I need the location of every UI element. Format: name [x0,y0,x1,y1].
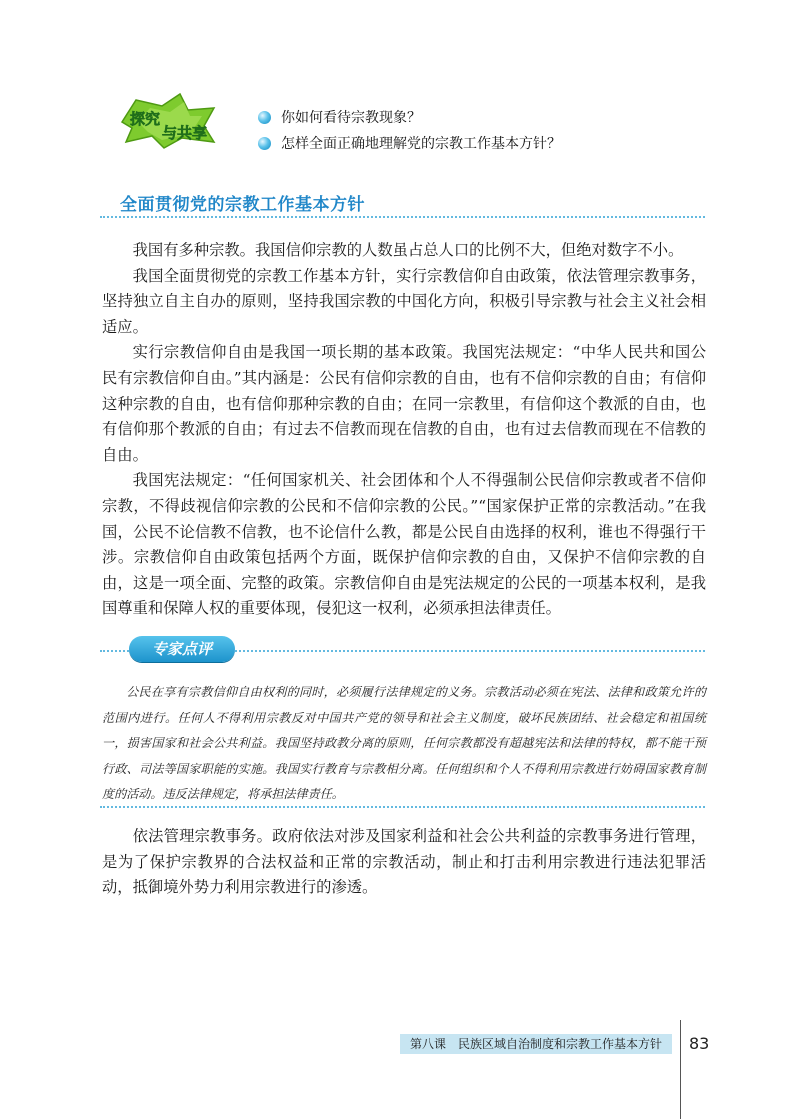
svg-text:探究: 探究 [130,110,161,128]
paragraph: 实行宗教信仰自由是我国一项长期的基本政策。我国宪法规定：“中华人民共和国公民有宗教信仰自由。”其内涵是：公民有信仰宗教的自由，也有不信仰宗教的自由；有信仰这种宗教的自由，也有信仰那种宗教的自由；在同一宗教里，有信仰这个教派的自由，也有信仰那个教派的自由；有过去不信教而现在信教的自由，也有过去信教而现在不信教的自由。 [102,343,706,464]
section-title: 全面贯彻党的宗教工作基本方针 [120,195,365,215]
svg-text:与共享: 与共享 [162,124,208,142]
paragraph: 我国全面贯彻党的宗教工作基本方针，实行宗教信仰自由政策，依法管理宗教事务，坚持独立自主自办的原则，坚持我国宗教的中国化方向，积极引导宗教与社会主义社会相适应。 [102,266,706,336]
page-number: 83 [689,1034,710,1053]
footer-rule [680,1020,681,1119]
paragraph: 依法管理宗教事务。政府依法对涉及国家利益和社会公共利益的宗教事务进行管理，是为了保护宗教界的合法权益和正常的宗教活动，制止和打击利用宗教进行违法犯罪活动，抵御境外势力利用宗教进行的渗透。 [102,827,706,897]
footer-chapter: 第八课 民族区域自治制度和宗教工作基本方针 [410,1037,663,1051]
section-divider [100,216,705,218]
inquiry-questions [258,104,561,156]
body-text [102,238,706,622]
question-item [258,130,561,156]
paragraph: 我国宪法规定：“任何国家机关、社会团体和个人不得强制公民信仰宗教或者不信仰宗教，不得歧视信仰宗教的公民和不信仰宗教的公民。”“国家保护正常的宗教活动。”在我国，公民不论信教不信教，也不论信什么教，都是公民自由选择的权利，谁也不得强行干涉。宗教信仰自由政策包括两个方面，既保护信仰宗教的自由，又保护不信仰宗教的自由，这是一项全面、完整的政策。宗教信仰自由是宪法规定的公民的一项基本权利，是我国尊重和保障人权的重要体现，侵犯这一权利，必须承担法律责任。 [102,471,706,618]
expert-comment-text [102,680,706,808]
expert-comment-label: 专家点评 [129,636,235,662]
bullet-dot-icon [258,111,271,124]
explore-share-logo [118,92,218,150]
body-text-continued [102,824,706,901]
question-text: 你如何看待宗教现象？ [281,110,421,126]
paragraph: 我国有多种宗教。我国信仰宗教的人数虽占总人口的比例不大，但绝对数字不小。 [132,241,684,259]
expert-paragraph: 公民在享有宗教信仰自由权利的同时，必须履行法律规定的义务。宗教活动必须在宪法、法律和政策允许的范围内进行。任何人不得利用宗教反对中国共产党的领导和社会主义制度，破坏民族团结、社会稳定和祖国统一，损害国家和社会公共利益。我国坚持政教分离的原则，任何宗教都没有超越宪法和法律的特权，都不能干预行政、司法等国家职能的实施。我国实行教育与宗教相分离。任何组织和个人不得利用宗教进行妨碍国家教育制度的活动。违反法律规定，将承担法律责任。 [102,685,706,802]
expert-divider-bottom [100,806,705,808]
question-text: 怎样全面正确地理解党的宗教工作基本方针？ [281,136,561,152]
bullet-dot-icon [258,137,271,150]
question-item [258,104,561,130]
